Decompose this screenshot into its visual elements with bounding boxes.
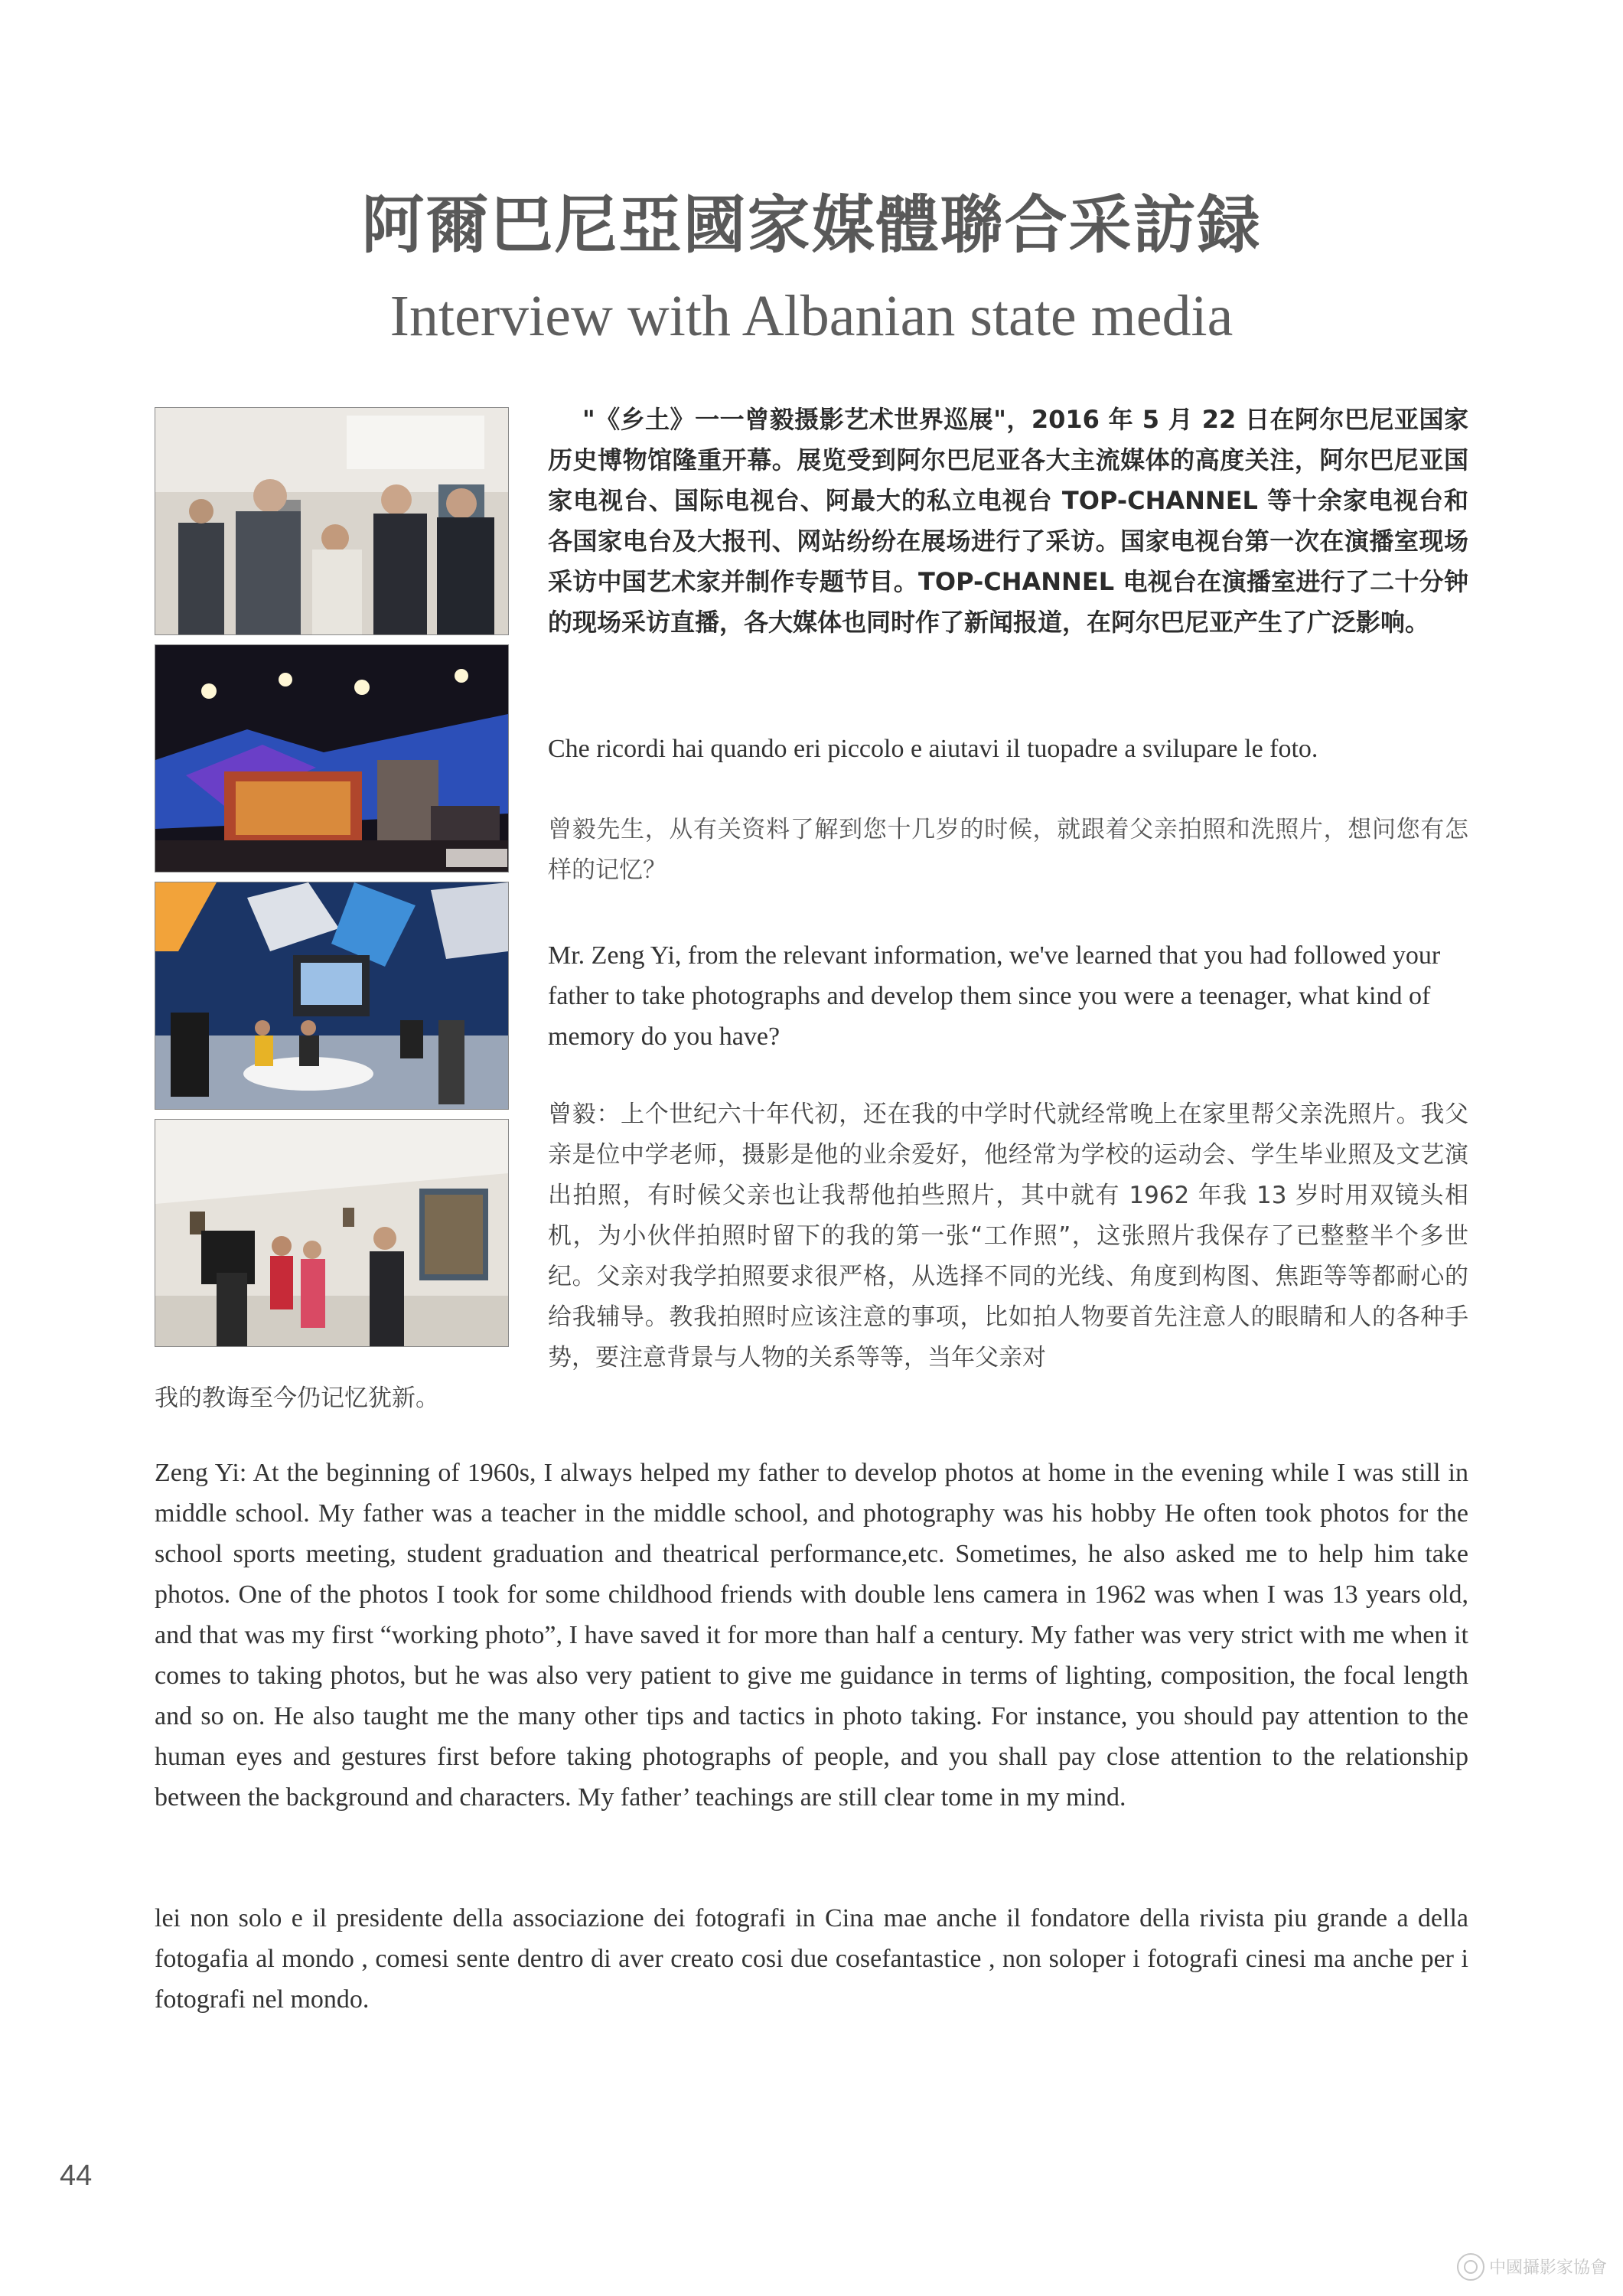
page-title-zh: 阿爾巴尼亞國家媒體聯合采訪録 — [361, 188, 1262, 262]
page-title-en: Interview with Albanian state media — [389, 284, 1234, 348]
question-2-italian: lei non solo e il presidente della associazione dei fotografi in Cina mae anche il fondatore della rivista piu grande a della fotogafia al mondo , comesi sente dentro di aver creato cosi due cosefantastice , non soloper i fotografi cinesi ma anche per i fotografi nel mondo. — [155, 1904, 1468, 2014]
question-1-chinese: 曾毅先生，从有关资料了解到您十几岁的时候，就跟着父亲拍照和洗照片，想问您有怎样的记忆？ — [548, 816, 1468, 884]
exhibition-opening-photo — [155, 407, 509, 635]
answer-1-chinese-main: 曾毅：上个世纪六十年代初，还在我的中学时代就经常晚上在家里帮父亲洗照片。我父亲是位中学老师，摄影是他的业余爱好，他经常为学校的运动会、学生毕业照及文艺演出拍照，有时候父亲也让我帮他拍些照片，其中就有 1962 年我 13 岁时用双镜头相机，为小伙伴拍照时留下的我的第一张“工作照”，这张照片我保存了已整整半个多世纪。父亲对我学拍照要求很严格，从选择不同的光线、角度到构图、焦距等等都耐心的给我辅导。教我拍照时应该注意的事项，比如拍人物要首先注意人的眼睛和人的各种手势，要注意背景与人物的关系等等，当年父亲对 — [548, 1101, 1468, 1371]
tv-studio-stage-photo — [155, 644, 509, 872]
question-1-english: Mr. Zeng Yi, from the relevant information, we've learned that you had followed your father to take photographs and develop them since you were a teenager, what kind of memory do you have? — [548, 941, 1441, 1051]
answer-1-chinese-tail: 我的教诲至今仍记忆犹新。 — [155, 1384, 439, 1412]
watermark-logo — [1454, 2250, 1611, 2284]
answer-1-chinese — [155, 1094, 1468, 1419]
page-number: 44 — [60, 2160, 93, 2192]
question-1-italian: Che ricordi hai quando eri piccolo e aiutavi il tuopadre a svilupare le foto. — [548, 735, 1318, 763]
intro-paragraph-zh: "《乡土》一一曾毅摄影艺术世界巡展"，2016 年 5 月 22 日在阿尔巴尼亚国家历史博物馆隆重开幕。展览受到阿尔巴尼亚各大主流媒体的高度关注，阿尔巴尼亚国家电视台、国际电视台、阿最大的私立电视台 TOP-CHANNEL 等十余家电视台和各国家电台及大报刊、网站纷纷在展场进行了采访。国家电视台第一次在演播室现场采访中国艺术家并制作专题节目。TOP-CHANNEL 电视台在演播室进行了二十分钟的现场采访直播，各大媒体也同时作了新闻报道，在阿尔巴尼亚产生了广泛影响。 — [548, 405, 1468, 637]
answer-1-english: Zeng Yi: At the beginning of 1960s, I always helped my father to develop photos at home in the evening while I was still in middle school. My father was a teacher in the middle school, and photography was his hobby He often took photos for the school sports meeting, student graduation and theatrical performance,etc. Sometimes, he also asked me to help him take photos. One of the photos I took for some childhood friends with double lens camera in 1962 was when I was 13 years old, and that was my first “working photo”, I have saved it for more than half a century. My father was very strict with me when it comes to taking photos, but he was also very patient to give me guidance in terms of lighting, composition, the focal length and so on. He also taught me the many other tips and tactics in photo taking. For instance, you should pay attention to the human eyes and gestures first before taking photographs of people, and you shall pay close attention to the relationship between the background and characters. My father’ teachings are still clear tome in my mind. — [155, 1459, 1468, 1812]
svg-text:中國攝影家協會: 中國攝影家協會 — [1489, 2258, 1608, 2278]
tv-interview-set-photo — [155, 882, 509, 1110]
